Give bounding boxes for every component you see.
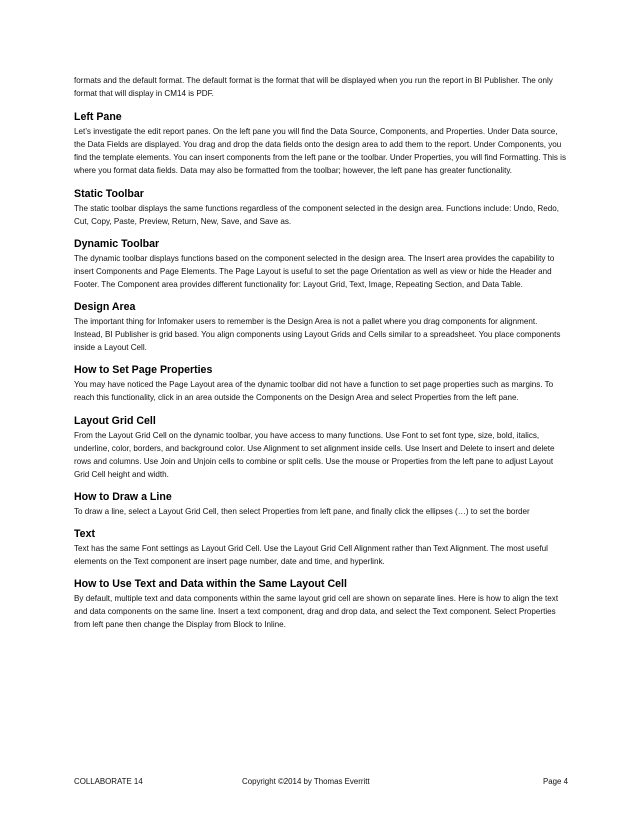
section-body: Let’s investigate the edit report panes. On the left pane you will find the Data Source, Components, and Properties. Under Data source, the Data Fields are displayed. You drag and drop the data fields onto the design area to add them to the report. Under Components, you find the template elements. You can insert components from the left pane or the toolbar. Under Properties, you will find Formatting. This is where you format data fields. Data may also be formatted from the toolbar; however, the left pane has greater functionality. — [74, 127, 567, 176]
section-static-toolbar — [74, 187, 568, 228]
section-heading: Left Pane — [74, 111, 122, 124]
document-page — [74, 74, 568, 640]
section-heading: How to Set Page Properties — [74, 364, 213, 377]
footer-conference: COLLABORATE 14 — [74, 777, 143, 786]
section-heading: Design Area — [74, 301, 136, 314]
footer-copyright: Copyright ©2014 by Thomas Everritt — [242, 777, 370, 786]
section-heading: Layout Grid Cell — [74, 414, 156, 427]
section-left-pane — [74, 110, 568, 177]
section-body: To draw a line, select a Layout Grid Cell, then select Properties from left pane, and finally click the ellipses (…) to set the border — [74, 506, 530, 516]
section-body: The static toolbar displays the same functions regardless of the component selected in the design area. Functions include: Undo, Redo, Cut, Copy, Paste, Preview, Return, New, Save, and Save as. — [74, 203, 560, 226]
section-body: From the Layout Grid Cell on the dynamic toolbar, you have access to many functions. Use Font to set font type, size, bold, italics, underline, color, borders, and background color. Use Alignment to set alignment inside cells. Use Insert and Delete to insert and delete rows and columns. Use Join and Unjoin cells to combine or split cells. Use the mouse or Properties from the left pane to adjust Layout Grid Cell height and width. — [74, 430, 555, 479]
section-heading: Dynamic Toolbar — [74, 237, 160, 250]
section-body: Text has the same Font settings as Layout Grid Cell. Use the Layout Grid Cell Alignment rather than Text Alignment. The most useful elements on the Text component are insert page number, date and time, and hyperlink. — [74, 543, 548, 567]
section-heading: Text — [74, 527, 95, 540]
section-body: By default, multiple text and data components within the same layout grid cell are shown on separate lines. Here is how to align the text and data components on the same line. Insert a text component, drag and drop data, and select the Text component. Select Properties from left pane then change the Display from Block to Inline. — [74, 594, 559, 630]
footer-page-number: Page 4 — [542, 777, 568, 786]
section-layout-grid-cell — [74, 414, 568, 481]
section-page-properties — [74, 363, 568, 404]
section-draw-line — [74, 490, 568, 518]
section-body: The dynamic toolbar displays functions based on the component selected in the design area. The Insert area provides the capability to insert Components and Page Elements. The Page Layout is useful to set the page Orientation as well as view or hide the Header and Footer. The Component area provides different functionality for: Layout Grid, Text, Image, Repeating Section, and Data Table. — [74, 253, 555, 289]
intro-paragraph: formats and the default format. The default format is the format that will be displayed when you run the report in BI Publisher. The only format that will display in CM14 is PDF. — [74, 76, 553, 99]
section-body: The important thing for Infomaker users to remember is the Design Area is not a pallet where you drag components for alignment. Instead, BI Publisher is grid based. You align components using Layout Grids and Cells similar to a spreadsheet. You place components inside a Layout Cell. — [74, 317, 561, 353]
section-body: You may have noticed the Page Layout area of the dynamic toolbar did not have a function to set page properties such as margins. To reach this functionality, click in an area outside the Components on the Design Area and select Properties from the left pane. — [74, 380, 554, 403]
section-text — [74, 527, 568, 568]
section-heading: Static Toolbar — [74, 187, 144, 200]
section-design-area — [74, 300, 568, 354]
section-heading: How to Use Text and Data within the Same Layout Cell — [74, 578, 347, 591]
section-text-and-data — [74, 577, 568, 631]
section-dynamic-toolbar — [74, 237, 568, 291]
page-footer — [74, 777, 568, 789]
section-heading: How to Draw a Line — [74, 490, 172, 503]
